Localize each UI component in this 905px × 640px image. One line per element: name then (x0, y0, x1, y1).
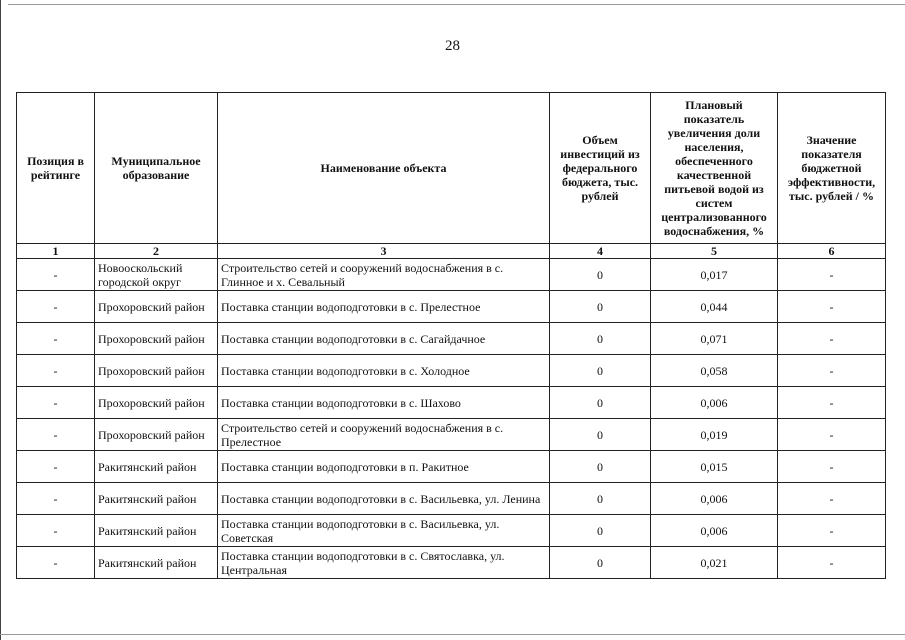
efficiency-cell: - (778, 387, 886, 419)
indicator-cell: 0,006 (651, 515, 778, 547)
indicator-cell: 0,071 (651, 323, 778, 355)
efficiency-cell: - (778, 291, 886, 323)
municipality-cell: Прохоровский район (95, 387, 218, 419)
efficiency-cell: - (778, 323, 886, 355)
indicator-cell: 0,017 (651, 259, 778, 291)
scan-edge-bottom (0, 634, 905, 635)
table-row (17, 547, 886, 579)
page-number: 28 (445, 38, 460, 54)
position-cell: - (17, 483, 95, 515)
object-name-cell: Строительство сетей и сооружений водоснабжения в с. Прелестное (218, 419, 550, 451)
column-number: 6 (778, 244, 886, 259)
object-name-cell: Поставка станции водоподготовки в с. Шахово (218, 387, 550, 419)
object-name-cell: Поставка станции водоподготовки в с. Сагайдачное (218, 323, 550, 355)
investment-cell: 0 (550, 323, 651, 355)
indicator-cell: 0,021 (651, 547, 778, 579)
efficiency-cell: - (778, 547, 886, 579)
indicator-cell: 0,019 (651, 419, 778, 451)
investment-cell: 0 (550, 291, 651, 323)
indicator-cell: 0,044 (651, 291, 778, 323)
header-position: Позиция в рейтинге (17, 93, 95, 244)
position-cell: - (17, 547, 95, 579)
table-row (17, 483, 886, 515)
investment-cell: 0 (550, 259, 651, 291)
table-body (17, 259, 886, 579)
table-row (17, 259, 886, 291)
column-number: 4 (550, 244, 651, 259)
indicator-cell: 0,006 (651, 483, 778, 515)
table-row (17, 323, 886, 355)
efficiency-cell: - (778, 419, 886, 451)
indicator-cell: 0,006 (651, 387, 778, 419)
efficiency-cell: - (778, 451, 886, 483)
column-number: 1 (17, 244, 95, 259)
investment-cell: 0 (550, 419, 651, 451)
object-name-cell: Поставка станции водоподготовки в с. Холодное (218, 355, 550, 387)
position-cell: - (17, 451, 95, 483)
header-investment: Объем инвестиций из федерального бюджета, тыс. рублей (550, 93, 651, 244)
scan-edge-left (0, 0, 1, 640)
scan-edge-top (8, 4, 905, 5)
efficiency-cell: - (778, 259, 886, 291)
efficiency-cell: - (778, 483, 886, 515)
position-cell: - (17, 259, 95, 291)
investment-cell: 0 (550, 483, 651, 515)
header-efficiency: Значение показателя бюджетной эффективности, тыс. рублей / % (778, 93, 886, 244)
table-row (17, 387, 886, 419)
efficiency-cell: - (778, 515, 886, 547)
investment-cell: 0 (550, 355, 651, 387)
header-object-name: Наименование объекта (218, 93, 550, 244)
table-row (17, 419, 886, 451)
object-name-cell: Поставка станции водоподготовки в п. Ракитное (218, 451, 550, 483)
municipality-cell: Прохоровский район (95, 419, 218, 451)
municipality-cell: Ракитянский район (95, 451, 218, 483)
position-cell: - (17, 291, 95, 323)
municipality-cell: Ракитянский район (95, 547, 218, 579)
column-number: 2 (95, 244, 218, 259)
municipality-cell: Новооскольский городской округ (95, 259, 218, 291)
municipality-cell: Прохоровский район (95, 355, 218, 387)
municipality-cell: Прохоровский район (95, 323, 218, 355)
object-name-cell: Поставка станции водоподготовки в с. Святославка, ул. Центральная (218, 547, 550, 579)
object-name-cell: Поставка станции водоподготовки в с. Васильевка, ул. Советская (218, 515, 550, 547)
position-cell: - (17, 387, 95, 419)
indicator-cell: 0,058 (651, 355, 778, 387)
object-name-cell: Поставка станции водоподготовки в с. Прелестное (218, 291, 550, 323)
investment-cell: 0 (550, 515, 651, 547)
object-name-cell: Строительство сетей и сооружений водоснабжения в с. Глинное и х. Севальный (218, 259, 550, 291)
column-number: 5 (651, 244, 778, 259)
table-row (17, 355, 886, 387)
position-cell: - (17, 355, 95, 387)
table-header-row (17, 93, 886, 244)
column-number-row (17, 244, 886, 259)
header-municipality: Муниципальное образование (95, 93, 218, 244)
indicator-cell: 0,015 (651, 451, 778, 483)
table-row (17, 451, 886, 483)
investment-cell: 0 (550, 451, 651, 483)
document-table (16, 92, 886, 579)
municipality-cell: Прохоровский район (95, 291, 218, 323)
table-row (17, 291, 886, 323)
position-cell: - (17, 419, 95, 451)
efficiency-cell: - (778, 355, 886, 387)
object-name-cell: Поставка станции водоподготовки в с. Васильевка, ул. Ленина (218, 483, 550, 515)
table-row (17, 515, 886, 547)
investment-cell: 0 (550, 387, 651, 419)
municipality-cell: Ракитянский район (95, 515, 218, 547)
position-cell: - (17, 323, 95, 355)
column-number: 3 (218, 244, 550, 259)
investment-cell: 0 (550, 547, 651, 579)
header-planned-indicator: Плановый показатель увеличения доли населения, обеспеченного качественной питьевой водой из систем централизованного водоснабжения, % (651, 93, 778, 244)
municipality-cell: Ракитянский район (95, 483, 218, 515)
position-cell: - (17, 515, 95, 547)
